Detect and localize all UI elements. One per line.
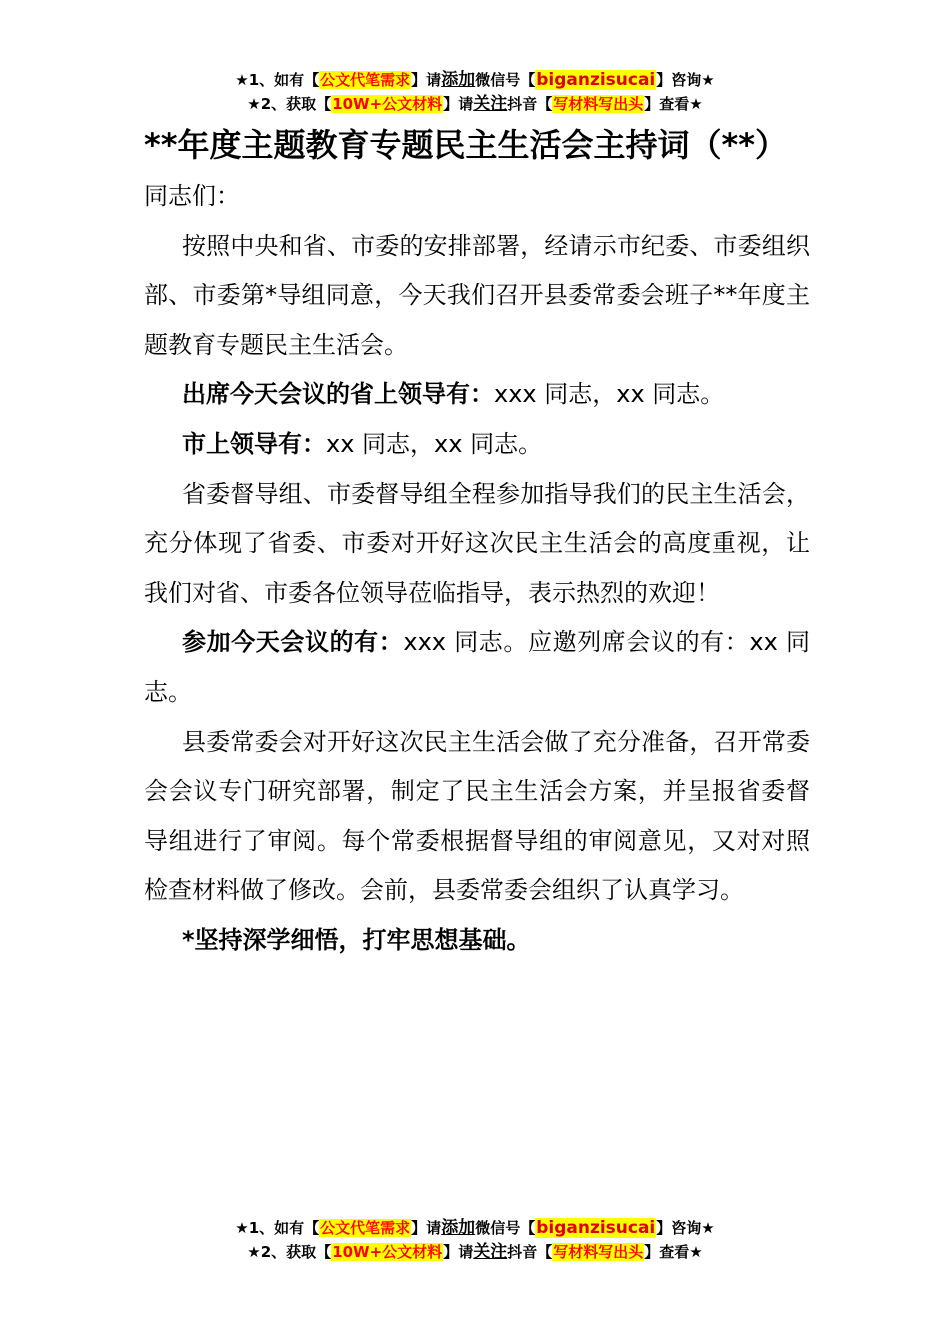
section-heading: *坚持深学细悟，打牢思想基础。 xyxy=(182,925,531,954)
highlight-service: 公文代笔需求 xyxy=(320,71,411,89)
banner-line-1 xyxy=(0,1216,950,1240)
banner-line-2 xyxy=(0,1240,950,1264)
banner-emphasis: 添加 xyxy=(441,1218,476,1238)
highlight-douyin: 写材料写出头 xyxy=(553,95,644,113)
banner-text: 抖音【 xyxy=(507,95,553,113)
paragraph-5-text: xxx 同志。应邀列席会议的有：xx 同志。 xyxy=(144,628,810,706)
banner-text: 】查看★ xyxy=(644,95,703,113)
document-body xyxy=(144,122,810,966)
paragraph-3-lead: 市上领导有： xyxy=(182,429,326,458)
salutation: 同志们： xyxy=(144,182,240,210)
banner-text: 】请 xyxy=(443,95,474,113)
banner-text: 】查看★ xyxy=(644,1243,703,1261)
banner-emphasis: 关注 xyxy=(473,1242,508,1262)
banner-emphasis: 添加 xyxy=(441,70,476,90)
banner-line-2 xyxy=(0,92,950,116)
banner-text: ★1、如有【 xyxy=(235,1219,320,1237)
highlight-materials: 10W+公文材料 xyxy=(332,1243,443,1261)
banner-text: 】请 xyxy=(411,71,442,89)
banner-text: 】咨询★ xyxy=(656,1219,715,1237)
paragraph-5 xyxy=(144,618,810,717)
paragraph-5-lead: 参加今天会议的有： xyxy=(182,628,404,657)
highlight-materials: 10W+公文材料 xyxy=(332,95,443,113)
paragraph-6: 县委常委会对开好这次民主生活会做了充分准备，召开常委会会议专门研究部署，制定了民主生活会方案，并呈报省委督导组进行了审阅。每个常委根据督导组的审阅意见，又对对照检查材料做了修改。会前，县委常委会组织了认真学习。 xyxy=(144,727,810,905)
paragraph-3 xyxy=(144,420,810,470)
highlight-wechat-id: biganzisucai xyxy=(536,1218,656,1238)
banner-text: 】请 xyxy=(443,1243,474,1261)
header-banner xyxy=(0,68,950,116)
banner-line-1 xyxy=(0,68,950,92)
banner-text: ★2、获取【 xyxy=(247,95,332,113)
banner-text: ★1、如有【 xyxy=(235,71,320,89)
document-title: **年度主题教育专题民主生活会主持词（**） xyxy=(144,126,787,164)
banner-text: 微信号【 xyxy=(475,71,536,89)
paragraph-2 xyxy=(144,370,810,420)
banner-text: 】请 xyxy=(411,1219,442,1237)
banner-text: 抖音【 xyxy=(507,1243,553,1261)
paragraph-4: 省委督导组、市委督导组全程参加指导我们的民主生活会，充分体现了省委、市委对开好这次民主生活会的高度重视，让我们对省、市委各位领导莅临指导，表示热烈的欢迎！ xyxy=(144,479,810,607)
paragraph-3-text: xx 同志，xx 同志。 xyxy=(326,429,543,458)
highlight-douyin: 写材料写出头 xyxy=(553,1243,644,1261)
banner-text: 】咨询★ xyxy=(656,71,715,89)
highlight-service: 公文代笔需求 xyxy=(320,1219,411,1237)
paragraph-1: 按照中央和省、市委的安排部署，经请示市纪委、市委组织部、市委第*导组同意，今天我们召开县委常委会班子**年度主题教育专题民主生活会。 xyxy=(144,231,810,359)
paragraph-2-text: xxx 同志，xx 同志。 xyxy=(494,380,725,409)
footer-banner xyxy=(0,1216,950,1264)
banner-emphasis: 关注 xyxy=(473,94,508,114)
highlight-wechat-id: biganzisucai xyxy=(536,70,656,90)
paragraph-2-lead: 出席今天会议的省上领导有： xyxy=(182,380,494,409)
banner-text: ★2、获取【 xyxy=(247,1243,332,1261)
banner-text: 微信号【 xyxy=(475,1219,536,1237)
